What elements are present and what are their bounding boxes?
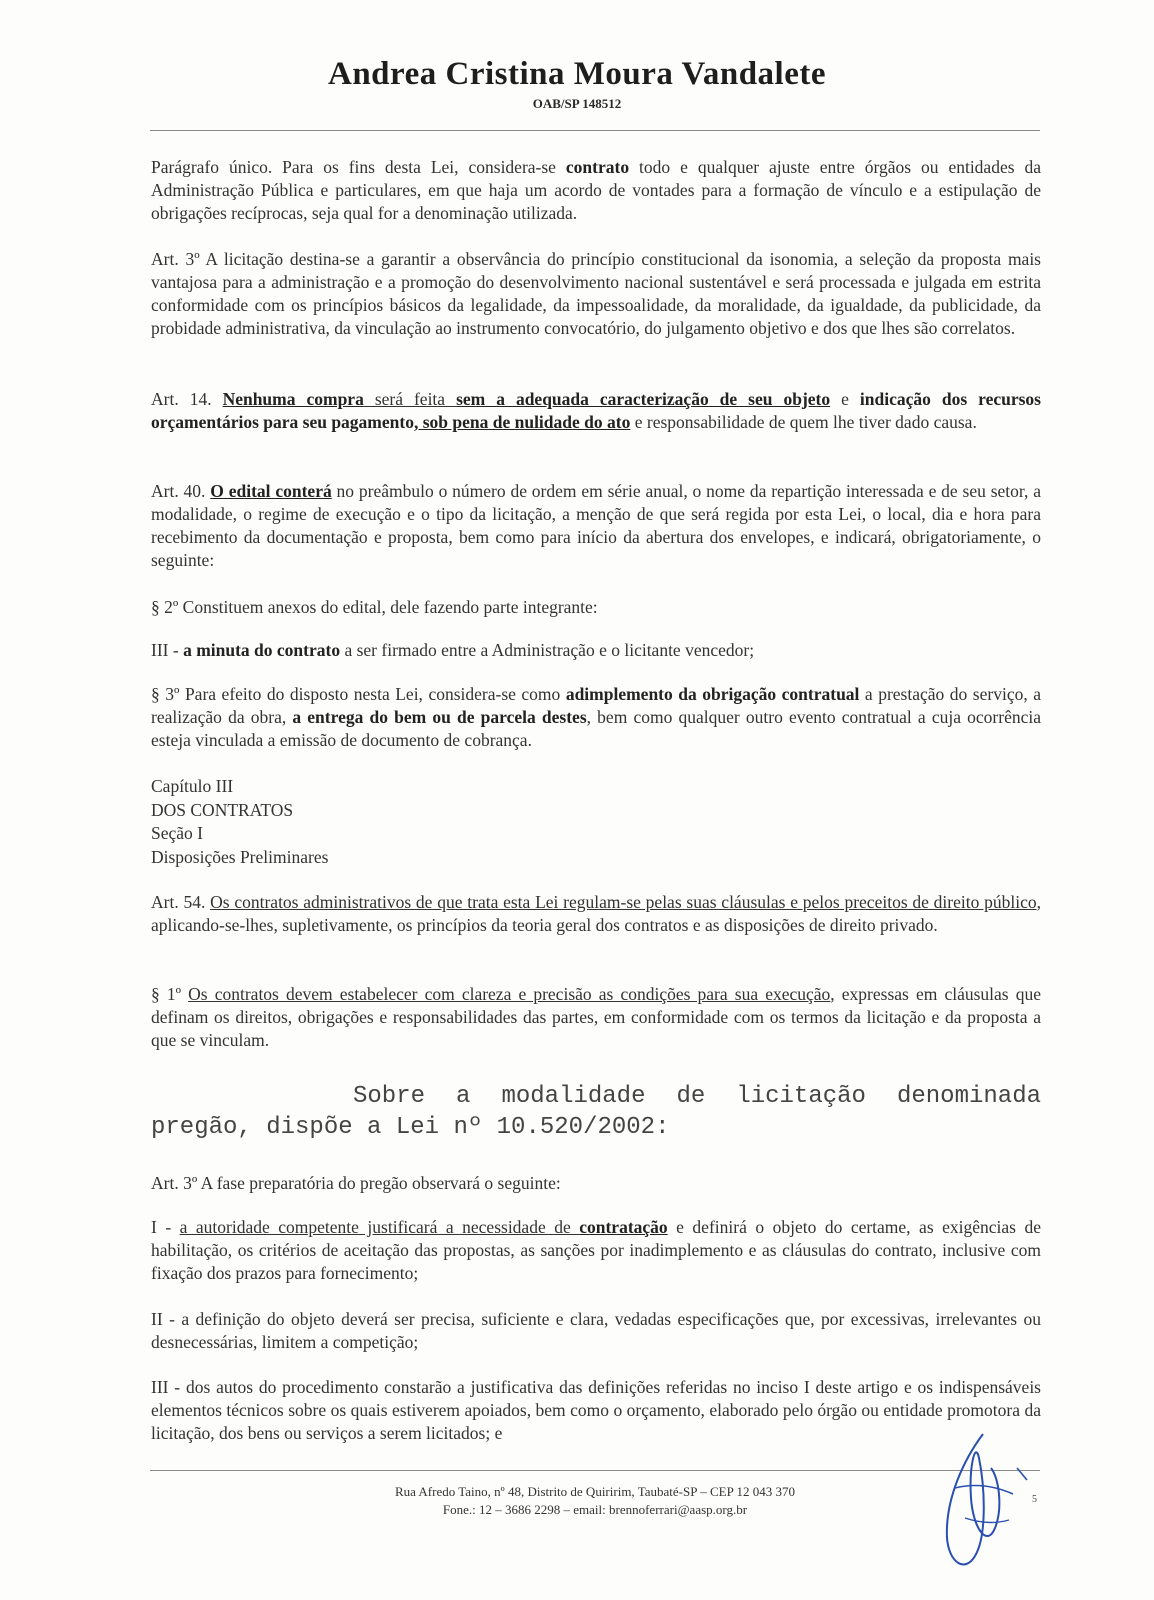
pregao-intro: Sobre a modalidade de licitação denominada pregão, dispõe a Lei nº 10.520/2002: bbox=[151, 1083, 1041, 1141]
page-number: 5 bbox=[1032, 1494, 1037, 1505]
paragraph-art-14: Art. 14. Nenhuma compra será feita sem a adequada caracterização de seu objeto e indicação dos recursos orçamentários para seu pagamento, sob pena de nulidade do ato e responsabilidade de quem lhe tiver dado causa. bbox=[151, 389, 1041, 432]
paragraph-art-40: Art. 40. O edital conterá no preâmbulo o número de ordem em série anual, o nome da repartição interessada e de seu setor, a modalidade, o regime de execução e o tipo da licitação, a menção de que será regida por esta Lei, o local, dia e hora para recebimento da documentação e proposta, bem como para início da abertura dos envelopes, e indicará, obrigatoriamente, o seguinte: bbox=[151, 481, 1041, 570]
header-divider bbox=[150, 130, 1040, 131]
paragraph-pregao-item-ii: II - a definição do objeto deverá ser precisa, suficiente e clara, vedadas especificações que, por excessivas, irrelevantes ou desnecessárias, limitem a competição; bbox=[151, 1309, 1041, 1352]
paragraph-pregao-art-3: Art. 3º A fase preparatória do pregão observará o seguinte: bbox=[151, 1173, 561, 1193]
paragraph-sole-paragraph: Parágrafo único. Para os fins desta Lei, considera-se contrato todo e qualquer ajuste entre órgãos ou entidades da Administração Pública e particulares, em que haja um acordo de vontades para a formação de vínculo e a estipulação de obrigações recíprocas, seja qual for a denominação utilizada. bbox=[151, 157, 1041, 223]
paragraph-art-54: Art. 54. Os contratos administrativos de que trata esta Lei regulam-se pelas suas cláusulas e pelos preceitos de direito público, aplicando-se-lhes, supletivamente, os princípios da teoria geral dos contratos e as disposições de direito privado. bbox=[151, 892, 1041, 935]
chapter-heading: Capítulo III DOS CONTRATOS Seção I Disposições Preliminares bbox=[151, 776, 329, 867]
paragraph-art-40-par-2: § 2º Constituem anexos do edital, dele fazendo parte integrante: bbox=[151, 597, 598, 617]
paragraph-pregao-item-i: I - a autoridade competente justificará a necessidade de contratação e definirá o objeto do certame, as exigências de habilitação, os critérios de aceitação das propostas, as sanções por inadimplemento e as cláusulas do contrato, inclusive com fixação dos prazos para fornecimento; bbox=[151, 1217, 1041, 1283]
footer-divider bbox=[150, 1470, 1040, 1471]
letterhead-name: Andrea Cristina Moura Vandalete bbox=[328, 56, 826, 92]
paragraph-art-40-par-3: § 3º Para efeito do disposto nesta Lei, considera-se como adimplemento da obrigação contratual a prestação do serviço, a realização da obra, a entrega do bem ou de parcela destes, bem como qualquer outro evento contratual a cuja ocorrência esteja vinculada a emissão de documento de cobrança. bbox=[151, 684, 1041, 750]
paragraph-art-40-item-iii: III - a minuta do contrato a ser firmado entre a Administração e o licitante vencedor; bbox=[151, 640, 755, 660]
letterhead-oab: OAB/SP 148512 bbox=[532, 96, 622, 111]
signature-icon bbox=[925, 1428, 1035, 1578]
footer-contact: Fone.: 12 – 3686 2298 – email: brennoferrari@aasp.org.br bbox=[442, 1502, 748, 1517]
paragraph-art-54-par-1: § 1º Os contratos devem estabelecer com clareza e precisão as condições para sua execução, expressas em cláusulas que definam os direitos, obrigações e responsabilidades das partes, em conformidade com os termos da licitação e da proposta a que se vinculam. bbox=[151, 984, 1041, 1050]
paragraph-pregao-item-iii: III - dos autos do procedimento constarão a justificativa das definições referidas no inciso I deste artigo e os indispensáveis elementos técnicos sobre os quais estiverem apoiados, bem como o orçamento, elaborado pelo órgão ou entidade promotora da licitação, dos bens ou serviços a serem licitados; e bbox=[151, 1377, 1041, 1443]
footer-address: Rua Afredo Taino, nº 48, Distrito de Quiririm, Taubaté-SP – CEP 12 043 370 bbox=[394, 1484, 796, 1499]
paragraph-art-3: Art. 3º A licitação destina-se a garantir a observância do princípio constitucional da isonomia, a seleção da proposta mais vantajosa para a administração e a promoção do desenvolvimento nacional sustentável e será processada e julgada em estrita conformidade com os princípios básicos da legalidade, da impessoalidade, da moralidade, da igualdade, da publicidade, da probidade administrativa, da vinculação ao instrumento convocatório, do julgamento objetivo e dos que lhes são correlatos. bbox=[151, 249, 1041, 338]
